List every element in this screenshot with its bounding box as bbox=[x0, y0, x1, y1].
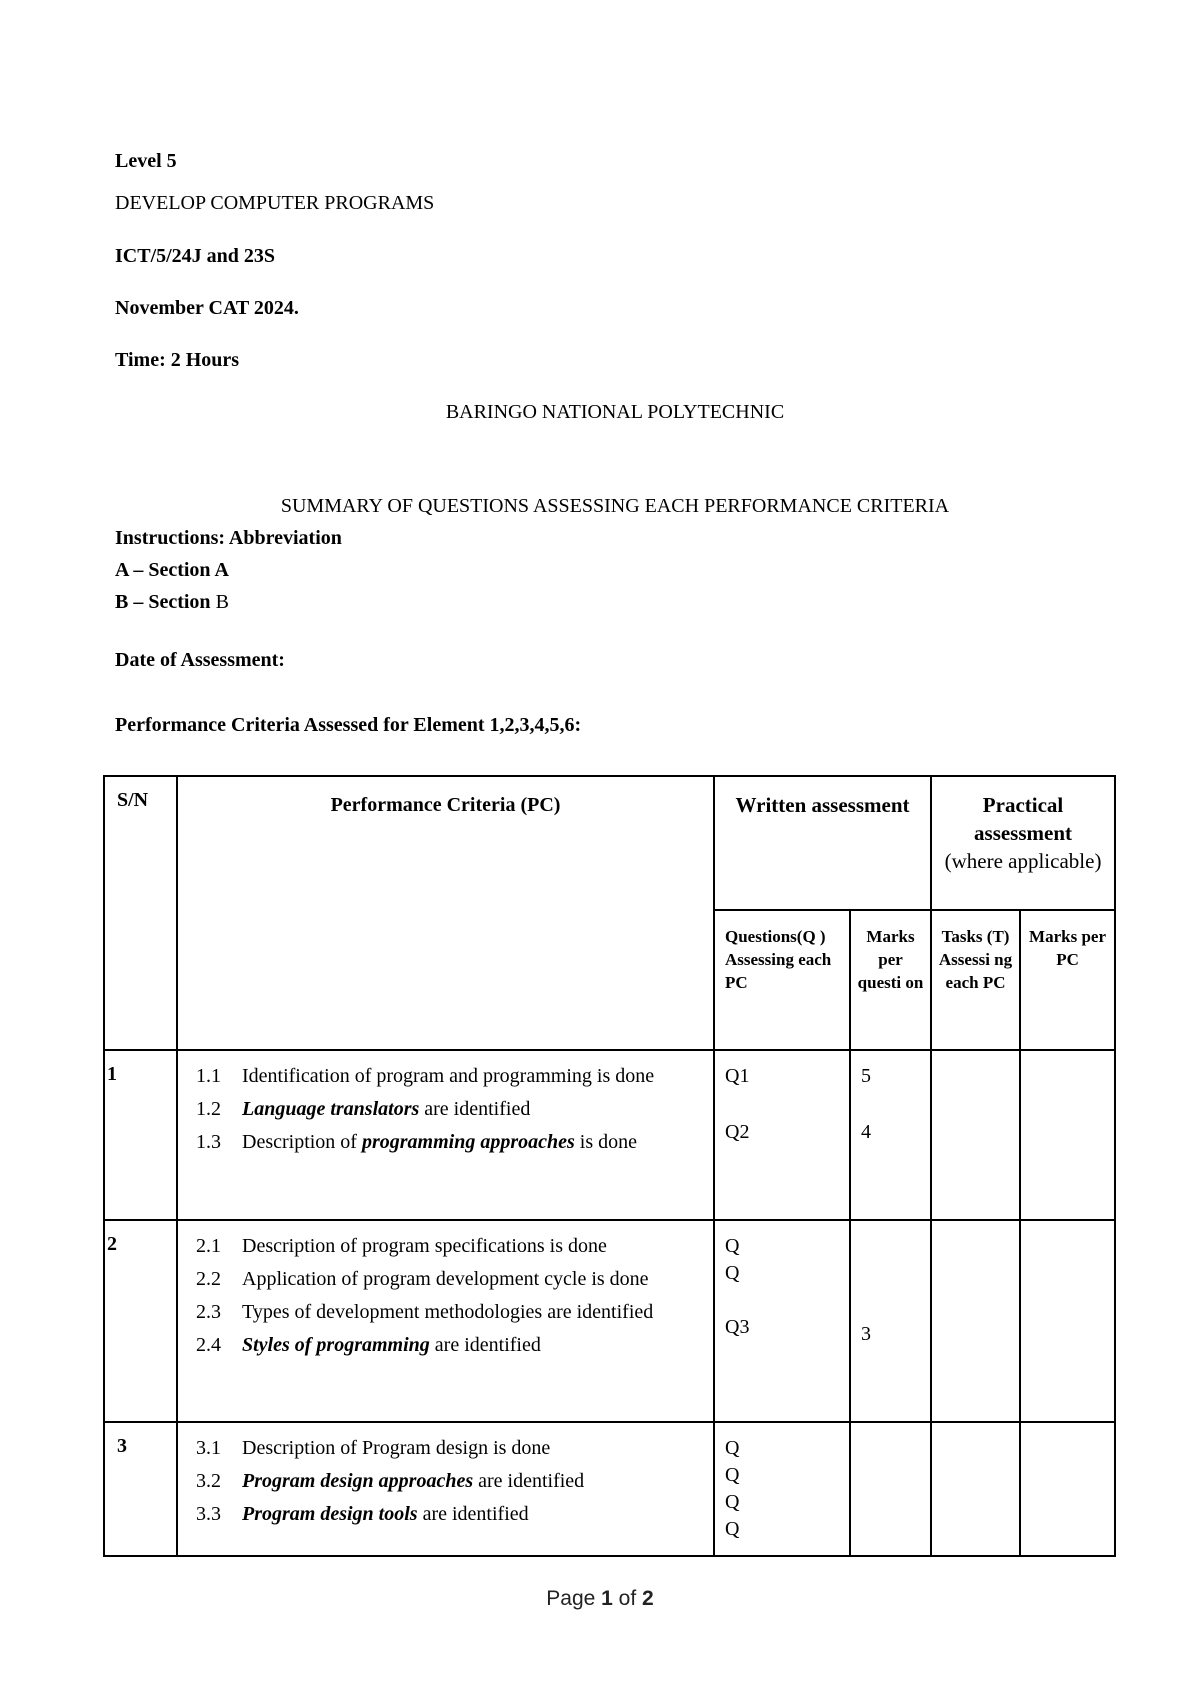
marks-cell: 5 4 bbox=[850, 1050, 931, 1220]
criteria-cell bbox=[177, 1050, 714, 1220]
criteria-item: 1.2 Language translators are identified bbox=[196, 1098, 531, 1120]
header-tasks-assessing: Tasks (T) Assessi ng each PC bbox=[931, 910, 1020, 1050]
criteria-cell bbox=[177, 1422, 714, 1556]
criteria-item: 2.2 Application of program development cycle is done bbox=[196, 1268, 649, 1290]
criteria-item: 1.3 Description of programming approaches is done bbox=[196, 1131, 638, 1153]
row-sn: 3 bbox=[104, 1422, 177, 1556]
practical-applicable-note: (where applicable) bbox=[944, 849, 1102, 873]
exam-time: Time: 2 Hours bbox=[115, 349, 240, 371]
course-title: DEVELOP COMPUTER PROGRAMS bbox=[115, 192, 435, 214]
criteria-item: 3.1 Description of Program design is done bbox=[196, 1437, 551, 1459]
header-written-assessment: Written assessment bbox=[714, 776, 931, 910]
of-word: of bbox=[612, 1587, 643, 1610]
table-row bbox=[104, 1220, 1115, 1422]
tasks-cell bbox=[931, 1422, 1020, 1556]
practical-assessment-label: Practical assessment bbox=[974, 793, 1073, 845]
abbreviation-b-prefix: B – Section bbox=[115, 591, 216, 613]
questions-cell: Q Q Q3 bbox=[714, 1220, 850, 1422]
header-marks-per-pc: Marks per PC bbox=[1020, 910, 1115, 1050]
criteria-item: 3.3 Program design tools are identified bbox=[196, 1503, 529, 1525]
marks-cell bbox=[850, 1422, 931, 1556]
page-number: 1 bbox=[601, 1587, 613, 1610]
header-marks-per-question: Marks per questi on bbox=[850, 910, 931, 1050]
instructions-label: Instructions: Abbreviation bbox=[115, 527, 342, 549]
criteria-item: 2.4 Styles of programming are identified bbox=[196, 1334, 541, 1356]
criteria-cell bbox=[177, 1220, 714, 1422]
table-row bbox=[104, 1050, 1115, 1220]
tasks-cell bbox=[931, 1050, 1020, 1220]
questions-cell: Q Q Q Q bbox=[714, 1422, 850, 1556]
page-word: Page bbox=[546, 1587, 602, 1610]
marks-pc-cell bbox=[1020, 1422, 1115, 1556]
marks-cell: 3 bbox=[850, 1220, 931, 1422]
pc-assessed-label: Performance Criteria Assessed for Element 1,2,3,4,5,6: bbox=[115, 714, 582, 736]
marks-pc-cell bbox=[1020, 1050, 1115, 1220]
criteria-item: 3.2 Program design approaches are identified bbox=[196, 1470, 585, 1492]
performance-criteria-table bbox=[103, 775, 1116, 1557]
institution-name: BARINGO NATIONAL POLYTECHNIC bbox=[445, 401, 785, 423]
abbreviation-b bbox=[115, 590, 229, 614]
marks-pc-cell bbox=[1020, 1220, 1115, 1422]
summary-title: SUMMARY OF QUESTIONS ASSESSING EACH PERFORMANCE CRITERIA bbox=[280, 495, 950, 517]
header-performance-criteria: Performance Criteria (PC) bbox=[177, 776, 714, 1050]
tasks-cell bbox=[931, 1220, 1020, 1422]
header-questions-assessing: Questions(Q ) Assessing each PC bbox=[714, 910, 850, 1050]
total-pages: 2 bbox=[642, 1587, 654, 1610]
page-footer bbox=[0, 1587, 1200, 1611]
criteria-item: 2.3 Types of development methodologies are identified bbox=[196, 1301, 654, 1323]
row-sn: 1 bbox=[104, 1050, 177, 1220]
date-of-assessment-label: Date of Assessment: bbox=[115, 649, 285, 671]
abbreviation-b-letter: B bbox=[215, 591, 229, 613]
row-sn: 2 bbox=[104, 1220, 177, 1422]
level-label: Level 5 bbox=[115, 150, 177, 172]
table-row bbox=[104, 1422, 1115, 1556]
questions-cell: Q1 Q2 bbox=[714, 1050, 850, 1220]
criteria-item: 1.1 Identification of program and programming is done bbox=[196, 1065, 655, 1087]
header-practical-assessment bbox=[931, 776, 1115, 910]
criteria-item: 2.1 Description of program specifications is done bbox=[196, 1235, 607, 1257]
exam-name: November CAT 2024. bbox=[115, 297, 299, 319]
abbreviation-a: A – Section A bbox=[115, 559, 229, 581]
header-sn: S/N bbox=[104, 776, 177, 1050]
course-code: ICT/5/24J and 23S bbox=[115, 245, 276, 267]
